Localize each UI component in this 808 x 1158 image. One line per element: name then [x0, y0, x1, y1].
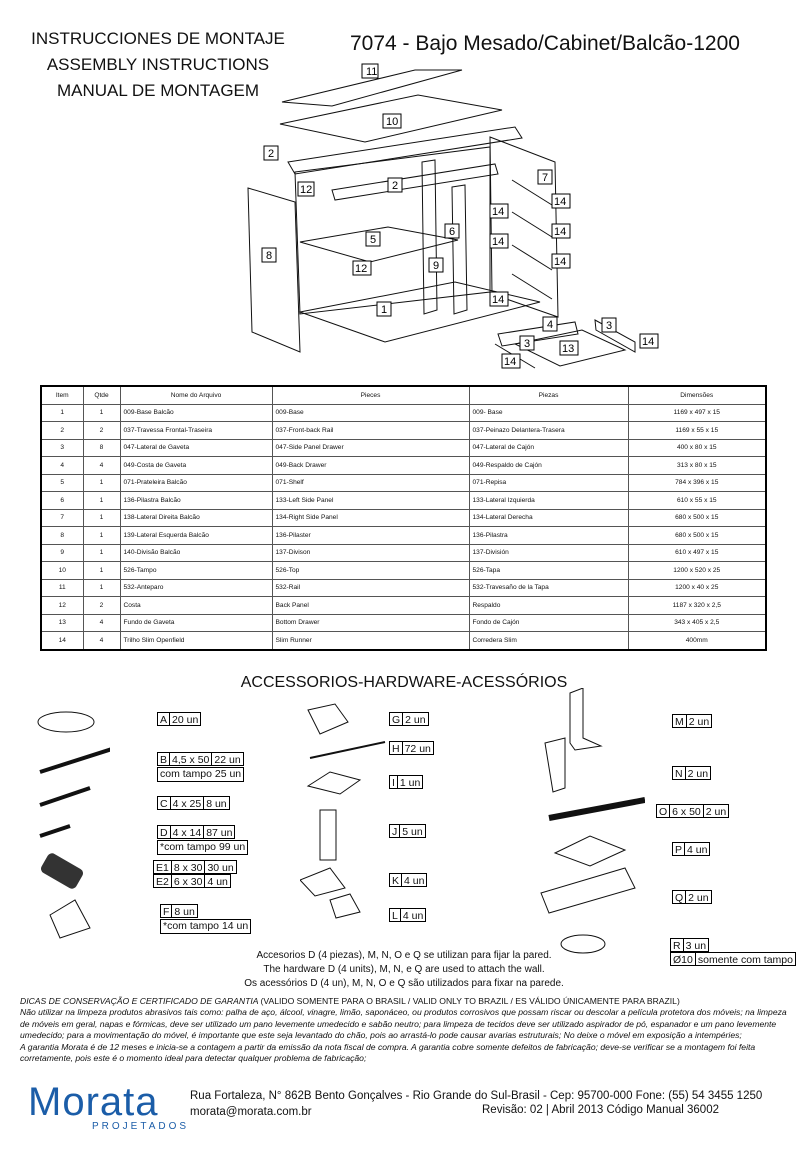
company-address: Rua Fortaleza, N° 862B Bento Gonçalves - Rio Grande do Sul-Brasil - Cep: 95700-000 Fone: (55) 54 3455 1250 [190, 1090, 763, 1102]
leg-icon [320, 810, 336, 860]
table-cell: 532-Travesaño de la Tapa [469, 579, 628, 597]
table-cell: 1 [83, 404, 120, 422]
hw-r-sub: Ø10 somente com tampo [670, 952, 795, 966]
table-cell: 071-Prateleira Balcão [120, 474, 272, 492]
mounting-plate-icon [555, 836, 625, 866]
company-email[interactable]: morata@morata.com.br [190, 1106, 312, 1118]
svg-text:3: 3 [606, 320, 613, 332]
table-cell: 049-Respaldo de Cajón [469, 457, 628, 475]
svg-text:7: 7 [542, 172, 549, 184]
col-item: Item [41, 386, 83, 404]
svg-text:10: 10 [386, 116, 399, 128]
table-cell: Corredera Slim [469, 632, 628, 650]
table-row [41, 597, 766, 615]
table-cell: 526-Top [272, 562, 469, 580]
table-cell: 610 x 497 x 15 [628, 544, 766, 562]
svg-text:14: 14 [492, 294, 505, 306]
svg-text:14: 14 [492, 236, 505, 248]
table-cell: Trilho Slim Openfield [120, 632, 272, 650]
screw-icon [40, 740, 110, 772]
svg-text:4: 4 [547, 319, 554, 331]
runner [512, 245, 552, 270]
callout [445, 224, 459, 238]
left-side [248, 188, 300, 352]
table-cell: 139-Lateral Esquerda Balcão [120, 527, 272, 545]
table-cell: Slim Runner [272, 632, 469, 650]
screw-icon [40, 826, 70, 836]
table-cell: 1 [83, 579, 120, 597]
table-cell: 680 x 500 x 15 [628, 527, 766, 545]
table-cell: 4 [41, 457, 83, 475]
wall-note-pt: Os acessórios D (4 un), M, N, O e Q são utilizados para fixar na parede. [244, 978, 564, 989]
callout [502, 354, 520, 368]
table-cell: 1 [83, 562, 120, 580]
table-cell: 4 [83, 632, 120, 650]
hw-q: Q 2 un [672, 890, 711, 904]
table-row [41, 562, 766, 580]
table-cell: 400mm [628, 632, 766, 650]
care-heading: DICAS DE CONSERVAÇÃO E CERTIFICADO DE GARANTIA (VALIDO SOMENTE PARA O BRASIL / VALID ONLY TO BRAZIL / ES VÁLIDO ÚNICAMENTE PARA BRAZIL) [20, 996, 680, 1006]
table-cell: 138-Lateral Direita Balcão [120, 509, 272, 527]
table-cell: 049-Back Drawer [272, 457, 469, 475]
table-cell: 1 [83, 509, 120, 527]
right-side [490, 137, 558, 317]
table-cell: 140-Divisão Balcão [120, 544, 272, 562]
table-cell: 9 [41, 544, 83, 562]
nail-icon [310, 742, 385, 758]
table-cell: 037-Peinazo Delantera-Trasera [469, 422, 628, 440]
table-cell: 3 [41, 439, 83, 457]
hw-f: F 8 un [160, 904, 197, 918]
table-cell: 1200 x 40 x 25 [628, 579, 766, 597]
brand-logo: Morata [28, 1080, 159, 1124]
exploded-diagram [240, 62, 680, 374]
table-cell: 134-Lateral Derecha [469, 509, 628, 527]
hw-m: M 2 un [672, 714, 711, 728]
table-cell: 12 [41, 597, 83, 615]
table-row [41, 579, 766, 597]
table-cell: 009-Base [272, 404, 469, 422]
hardware-icons-left [30, 700, 110, 940]
callout [490, 292, 508, 306]
table-row [41, 457, 766, 475]
table-row [41, 632, 766, 650]
callout [262, 248, 276, 262]
table-cell: 784 x 396 x 15 [628, 474, 766, 492]
table-cell: 047-Lateral de Gaveta [120, 439, 272, 457]
svg-text:11: 11 [366, 66, 378, 78]
divider [422, 160, 440, 314]
hw-n: N 2 un [672, 766, 710, 780]
callout [538, 170, 552, 184]
table-row [41, 509, 766, 527]
table-row [41, 544, 766, 562]
hw-a: A 20 un [157, 712, 200, 726]
table-cell: 136-Pilaster [272, 527, 469, 545]
callout [377, 302, 391, 316]
callout [552, 194, 570, 208]
back-panel [295, 147, 490, 314]
cam-icon [308, 772, 360, 794]
callout [366, 232, 380, 246]
hw-o: O 6 x 50 2 un [656, 804, 728, 818]
callout [552, 224, 570, 238]
table-cell: Fundo de Gaveta [120, 614, 272, 632]
table-cell: 610 x 55 x 15 [628, 492, 766, 510]
brand-subtitle: PROJETADOS [92, 1121, 190, 1132]
svg-text:12: 12 [300, 184, 313, 196]
dowel-icon [39, 851, 85, 890]
hw-e1: E1 8 x 30 30 un [153, 860, 236, 874]
table-cell: 526-Tampo [120, 562, 272, 580]
table-cell: 136-Pilastra Balcão [120, 492, 272, 510]
table-cell: Costa [120, 597, 272, 615]
hw-r: R 3 un [670, 938, 708, 952]
hardware-title: ACCESSORIOS-HARDWARE-ACESSÓRIOS [240, 674, 568, 691]
back-rail [288, 127, 522, 174]
hinge-icon [300, 868, 345, 896]
hw-p: P 4 un [672, 842, 709, 856]
front-rail [332, 164, 498, 200]
table-row [41, 492, 766, 510]
title-pt: MANUAL DE MONTAGEM [56, 81, 260, 100]
wall-hook-icon [545, 738, 565, 792]
table-cell: 526-Tapa [469, 562, 628, 580]
callout [640, 334, 658, 348]
table-cell: 1 [83, 474, 120, 492]
hw-d: D 4 x 14 87 un [157, 825, 234, 839]
revision-info: Revisão: 02 | Abril 2013 Código Manual 36002 [482, 1104, 719, 1116]
hw-i: I 1 un [389, 775, 422, 789]
table-cell: 6 [41, 492, 83, 510]
hw-g: G 2 un [389, 712, 428, 726]
callout [602, 318, 616, 332]
col-name: Nome do Arquivo [120, 386, 272, 404]
svg-text:14: 14 [642, 336, 655, 348]
table-cell: 313 x 80 x 15 [628, 457, 766, 475]
hw-f-sub: *com tampo 14 un [160, 919, 251, 934]
hw-h: H 72 un [389, 741, 433, 755]
svg-text:14: 14 [554, 226, 567, 238]
table-cell: 049-Costa de Gaveta [120, 457, 272, 475]
table-row [41, 422, 766, 440]
callout [383, 114, 401, 128]
parts-table [40, 385, 767, 651]
svg-text:8: 8 [266, 250, 273, 262]
callout [264, 146, 278, 160]
hardware-icons-right [535, 688, 645, 978]
table-cell: 400 x 80 x 15 [628, 439, 766, 457]
title-es: INSTRUCCIONES DE MONTAJE [31, 29, 285, 48]
wall-bracket-icon [570, 688, 601, 750]
table-cell: 133-Lateral Izquierda [469, 492, 628, 510]
svg-text:13: 13 [562, 343, 575, 355]
svg-text:14: 14 [554, 256, 567, 268]
table-cell: 1200 x 520 x 25 [628, 562, 766, 580]
screw-icon [40, 788, 90, 805]
table-cell: 5 [41, 474, 83, 492]
table-cell: 1187 x 320 x 2,5 [628, 597, 766, 615]
callout [520, 336, 534, 350]
table-cell: Fondo de Cajón [469, 614, 628, 632]
table-cell: 1169 x 497 x 15 [628, 404, 766, 422]
table-cell: 1 [83, 492, 120, 510]
table-cell: 7 [41, 509, 83, 527]
table-cell: 009- Base [469, 404, 628, 422]
table-cell: 4 [83, 614, 120, 632]
table-cell: 10 [41, 562, 83, 580]
table-cell: 680 x 500 x 15 [628, 509, 766, 527]
hw-l: L 4 un [389, 908, 425, 922]
table-cell: 1 [83, 544, 120, 562]
svg-text:14: 14 [504, 356, 517, 368]
table-cell: 343 x 405 x 2,5 [628, 614, 766, 632]
table-cell: Bottom Drawer [272, 614, 469, 632]
svg-text:2: 2 [268, 148, 275, 160]
hw-b-sub: com tampo 25 un [157, 767, 244, 782]
col-dimensions: Dimensões [628, 386, 766, 404]
callout [362, 64, 378, 78]
svg-text:6: 6 [449, 226, 456, 238]
hw-e2: E2 6 x 30 4 un [153, 874, 230, 888]
table-cell: 071-Repisa [469, 474, 628, 492]
table-cell: 532-Rail [272, 579, 469, 597]
table-cell: 11 [41, 579, 83, 597]
hinge-plate-icon [330, 894, 360, 918]
table-body [41, 404, 766, 650]
table-cell: 137-División [469, 544, 628, 562]
callout [552, 254, 570, 268]
care-warranty [20, 996, 790, 1064]
table-cell: Respaldo [469, 597, 628, 615]
table-row [41, 404, 766, 422]
hw-d-sub: *com tampo 99 un [157, 840, 248, 855]
table-cell: 4 [83, 457, 120, 475]
svg-text:12: 12 [355, 263, 368, 275]
callout [490, 204, 508, 218]
hardware-icons-middle [300, 700, 390, 930]
table-cell: 071-Shelf [272, 474, 469, 492]
callout [543, 317, 557, 331]
table-cell: 2 [83, 597, 120, 615]
callout [353, 261, 371, 275]
table-cell: 532-Anteparo [120, 579, 272, 597]
callout [490, 234, 508, 248]
wall-anchor-icon [541, 868, 635, 913]
callout [388, 178, 402, 192]
table-row [41, 439, 766, 457]
col-piezas: Piezas [469, 386, 628, 404]
callout [298, 182, 314, 196]
table-cell: 037-Front-back Rail [272, 422, 469, 440]
hw-b: B 4,5 x 50 22 un [157, 752, 243, 766]
hw-k: K 4 un [389, 873, 426, 887]
table-cell: 8 [41, 527, 83, 545]
svg-text:9: 9 [433, 260, 440, 272]
table-cell: 1169 x 55 x 15 [628, 422, 766, 440]
table-cell: 047-Side Panel Drawer [272, 439, 469, 457]
cap-icon [38, 712, 94, 732]
product-title: 7074 - Bajo Mesado/Cabinet/Balcão-1200 [350, 32, 740, 55]
table-cell: 2 [83, 422, 120, 440]
table-cell: 14 [41, 632, 83, 650]
col-pieces: Pieces [272, 386, 469, 404]
svg-text:14: 14 [554, 196, 567, 208]
care-paragraph: Não utilizar na limpeza produtos abrasivos tais como: palha de aço, álcool, vinagre, limão, saponáceo, ou produtos corrosivos que possam riscar ou descolar a película protetora dos móveis; na limpeza de móveis em geral, napas e fórmicas, deve ser utilizado um pano levemente umedecido e sabão neutro; para limpeza de tecidos deve ser utilizado aspirador de pó, espanador e um pano levemente umedecido; para a movimentação do móvel, é importante que este seja levantado do chão, pois ao arrastá-lo pode causar avarias estruturais; No deixe o móvel em exposição a intempéries; [20, 1007, 787, 1041]
table-cell: 136-Pilastra [469, 527, 628, 545]
table-cell: 13 [41, 614, 83, 632]
svg-text:5: 5 [370, 234, 377, 246]
bracket-icon [308, 704, 348, 734]
table-row [41, 474, 766, 492]
wall-note-en: The hardware D (4 units), M, N, e Q are used to attach the wall. [263, 964, 545, 975]
table-cell: 009-Base Balcão [120, 404, 272, 422]
table-row [41, 527, 766, 545]
table-cell: 1 [41, 404, 83, 422]
corner-bracket-icon [50, 900, 90, 938]
title-en: ASSEMBLY INSTRUCTIONS [46, 55, 270, 74]
table-row [41, 614, 766, 632]
wall-note-es: Accesorios D (4 piezas), M, N, O e Q se utilizan para fijar la pared. [256, 950, 552, 961]
table-cell: 133-Left Side Panel [272, 492, 469, 510]
table-cell: 047-Lateral de Cajón [469, 439, 628, 457]
hw-c: C 4 x 25 8 un [157, 796, 229, 810]
table-cell: Back Panel [272, 597, 469, 615]
table-cell: 1 [83, 527, 120, 545]
warranty-paragraph: A garantia Morata é de 12 meses e inicia-se a contagem a partir da emissão da nota fiscal de compra. A garantia cobre somente defeitos de fabricação; deve-se verificar se a montagem foi feita corretamente, pois este é o momento ideal para detectar qualquer problema de fabricação; [20, 1041, 756, 1064]
table-cell: 037-Travessa Frontal-Traseira [120, 422, 272, 440]
wall-screw-icon [549, 800, 645, 818]
col-qty: Qtde [83, 386, 120, 404]
callout [429, 258, 443, 272]
svg-text:1: 1 [381, 304, 388, 316]
table-header [41, 386, 766, 404]
runner [512, 212, 552, 237]
hw-j: J 5 un [389, 824, 425, 838]
table-cell: 134-Right Side Panel [272, 509, 469, 527]
runner [512, 274, 552, 299]
callout [560, 341, 578, 355]
table-cell: 8 [83, 439, 120, 457]
table-cell: 137-Divison [272, 544, 469, 562]
svg-text:2: 2 [392, 180, 399, 192]
table-cell: 2 [41, 422, 83, 440]
svg-text:3: 3 [524, 338, 531, 350]
svg-text:14: 14 [492, 206, 505, 218]
